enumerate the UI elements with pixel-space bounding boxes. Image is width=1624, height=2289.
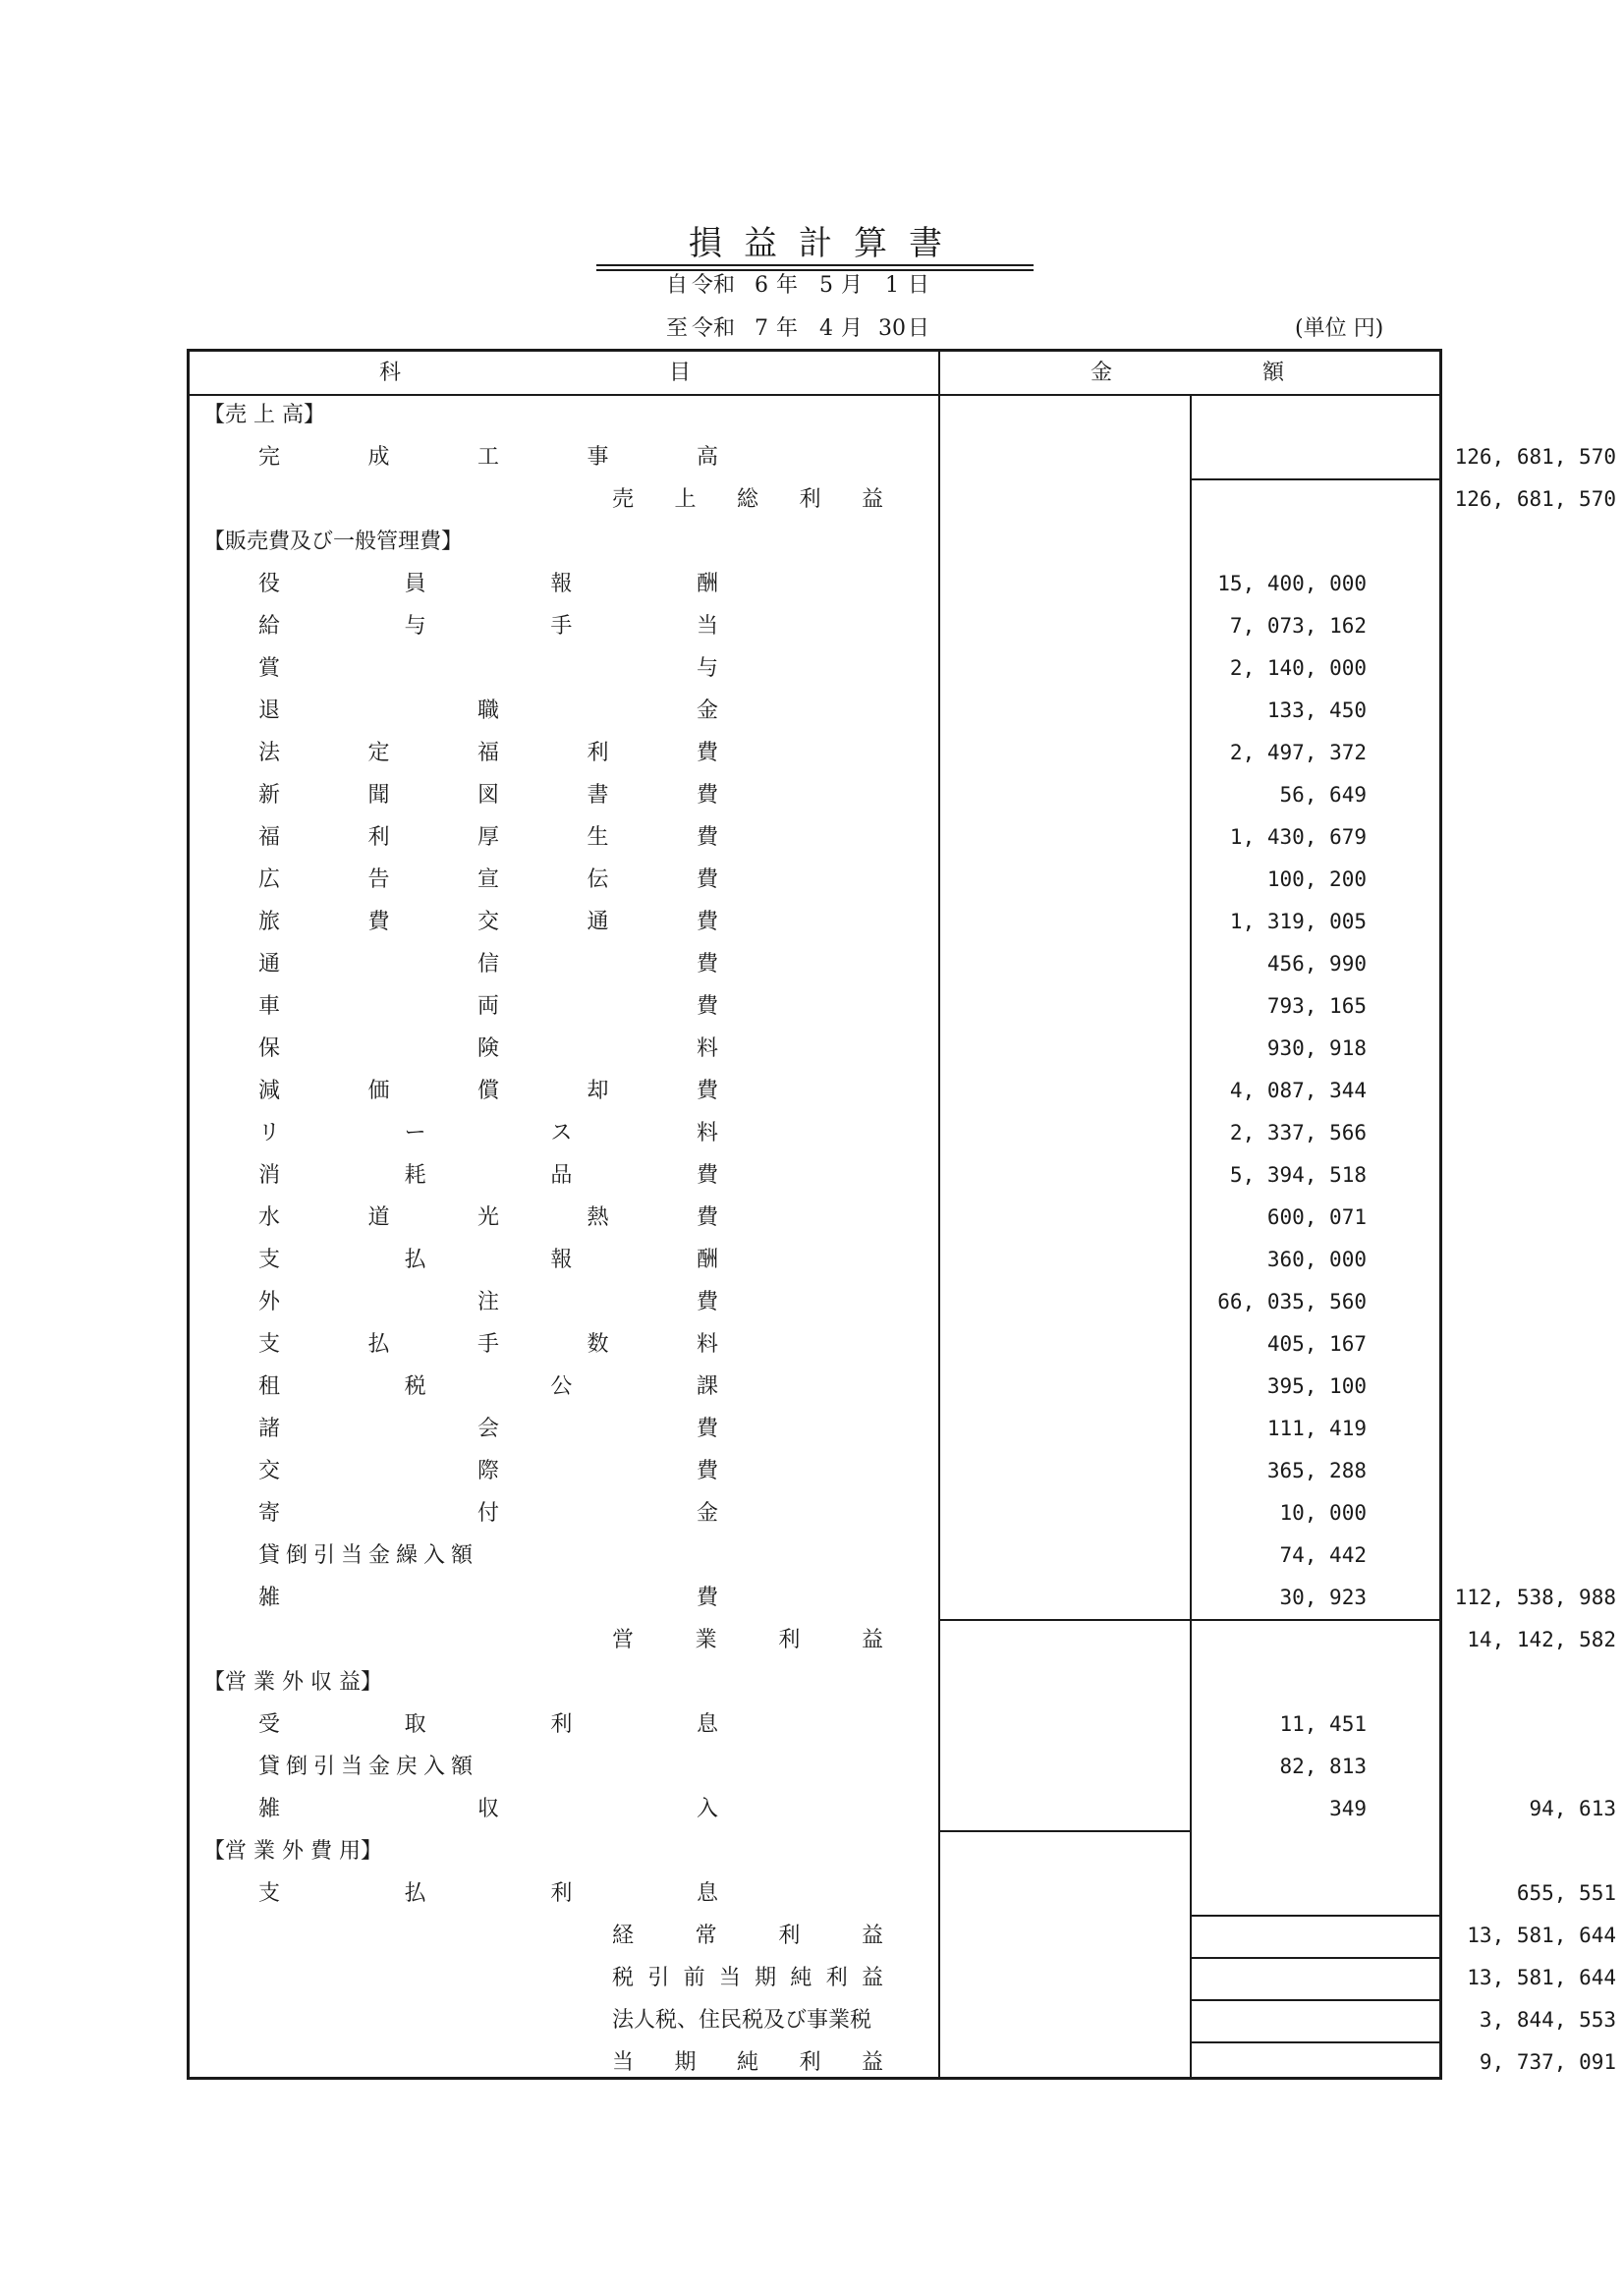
account-name: 退 職 金 (258, 698, 718, 723)
account-name: 租 税 公 課 (258, 1374, 718, 1399)
table-row (190, 563, 1439, 605)
account-name: 受 取 利 息 (258, 1712, 718, 1737)
account-name: 新 聞 図 書 費 (258, 783, 718, 808)
account-name: 福 利 厚 生 費 (258, 825, 718, 850)
detail-amount: 600, 071 (1266, 1205, 1367, 1229)
account-name: 保 険 料 (258, 1036, 718, 1061)
period-from-nen: 年 (776, 273, 799, 298)
table-row (190, 732, 1439, 774)
detail-amount: 5, 394, 518 (1229, 1163, 1367, 1187)
table-row (190, 436, 1616, 478)
document-title: 損益計算書 (689, 224, 964, 263)
detail-amount: 365, 288 (1266, 1459, 1367, 1482)
account-name: 完 成 工 事 高 (258, 445, 718, 470)
detail-amount: 1, 319, 005 (1229, 910, 1367, 933)
detail-amount: 133, 450 (1266, 698, 1367, 722)
period-from-gatsu: 月 (841, 273, 864, 298)
unit-label: (単位 円) (1295, 316, 1384, 341)
section-heading: 【販売費及び一般管理費】 (203, 530, 464, 554)
detail-amount: 456, 990 (1266, 952, 1367, 976)
table-row (190, 901, 1439, 943)
detail-amount: 2, 497, 372 (1229, 741, 1367, 764)
total-amount: 13, 581, 644 (1467, 1966, 1616, 1989)
detail-amount: 1, 430, 679 (1229, 825, 1367, 849)
detail-amount: 4, 087, 344 (1229, 1079, 1367, 1102)
total-amount: 3, 844, 553 (1479, 2008, 1616, 2032)
title-double-underline (596, 264, 1034, 271)
period-from-month: 5 (819, 273, 833, 298)
account-name: リ ー ス 料 (258, 1121, 718, 1145)
table-row (190, 1703, 1439, 1746)
account-name: 賞 与 (258, 656, 718, 681)
table-row (190, 1028, 1439, 1070)
account-name: 貸倒引当金戻入額 (258, 1755, 479, 1779)
period-from (666, 271, 980, 301)
period-to-year: 7 (755, 316, 768, 341)
account-name: 役 員 報 酬 (258, 572, 718, 596)
account-name: 給 与 手 当 (258, 614, 718, 639)
detail-amount: 793, 165 (1266, 994, 1367, 1018)
period-to-nichi: 日 (908, 316, 930, 341)
section-heading: 【営 業 外 収 益】 (203, 1670, 382, 1695)
table-row (190, 1661, 1439, 1703)
period-from-era: 令和 (692, 273, 736, 298)
total-amount: 9, 737, 091 (1479, 2050, 1616, 2074)
detail-amount: 111, 419 (1266, 1417, 1367, 1440)
total-amount: 14, 142, 582 (1467, 1628, 1616, 1651)
total-amount: 13, 581, 644 (1467, 1924, 1616, 1947)
table-row (190, 1239, 1439, 1281)
detail-amount: 10, 000 (1279, 1501, 1367, 1525)
period-from-label: 自 (666, 273, 689, 298)
header-kin: 金 (1091, 361, 1113, 385)
detail-amount: 405, 167 (1266, 1332, 1367, 1356)
total-amount: 655, 551 (1516, 1881, 1616, 1905)
detail-amount: 100, 200 (1266, 867, 1367, 891)
account-name: 水 道 光 熱 費 (258, 1205, 718, 1230)
subtotal-label: 法人税、住民税及び事業税 (612, 2008, 872, 2033)
period-from-year: 6 (755, 273, 768, 298)
period-to-label: 至 (666, 316, 689, 341)
section-heading: 【営 業 外 費 用】 (203, 1839, 382, 1864)
table-row (190, 1915, 1616, 1957)
account-name: 通 信 費 (258, 952, 718, 977)
detail-amount: 11, 451 (1279, 1712, 1367, 1736)
account-name: 支 払 手 数 料 (258, 1332, 718, 1357)
income-statement-table (187, 349, 1616, 2080)
detail-amount: 2, 140, 000 (1229, 656, 1367, 680)
header-moku: 目 (669, 361, 692, 385)
header-gaku: 額 (1262, 361, 1285, 385)
table-row (190, 774, 1439, 816)
total-amount: 126, 681, 570 (1454, 445, 1616, 469)
detail-amount: 30, 923 (1279, 1586, 1367, 1609)
account-name: 減 価 償 却 費 (258, 1079, 718, 1103)
subtotal-label: 税 引 前 当 期 純 利 益 (612, 1966, 883, 1990)
total-amount: 126, 681, 570 (1454, 487, 1616, 511)
account-name: 法 定 福 利 費 (258, 741, 718, 765)
table-row (190, 1957, 1616, 1999)
table-row (190, 1577, 1616, 1619)
table-row (190, 859, 1439, 901)
detail-amount: 82, 813 (1279, 1755, 1367, 1778)
account-name: 寄 付 金 (258, 1501, 718, 1526)
detail-amount: 2, 337, 566 (1229, 1121, 1367, 1144)
subtotal-label: 営 業 利 益 (612, 1628, 883, 1652)
table-row (190, 1281, 1439, 1323)
table-row (190, 605, 1439, 647)
account-name: 諸 会 費 (258, 1417, 718, 1441)
table-row (190, 943, 1439, 985)
table-row (190, 1872, 1616, 1915)
statement-rows (190, 394, 1616, 2084)
table-row (190, 1112, 1439, 1154)
period-to-gatsu: 月 (841, 316, 864, 341)
table-row (190, 690, 1439, 732)
table-row (190, 1999, 1616, 2041)
detail-amount: 15, 400, 000 (1217, 572, 1367, 595)
detail-amount: 349 (1329, 1797, 1367, 1820)
account-name: 交 際 費 (258, 1459, 718, 1483)
account-name: 消 耗 品 費 (258, 1163, 718, 1188)
table-row (190, 816, 1439, 859)
table-row (190, 1788, 1616, 1830)
table-row (190, 1450, 1439, 1492)
period-to-era: 令和 (692, 316, 736, 341)
table-row (190, 1197, 1439, 1239)
period-to-month: 4 (819, 316, 833, 341)
period-from-nichi: 日 (908, 273, 930, 298)
table-row (190, 1408, 1439, 1450)
detail-amount: 395, 100 (1266, 1374, 1367, 1398)
table-row (190, 1070, 1439, 1112)
table-row (190, 985, 1439, 1028)
table-row (190, 1535, 1439, 1577)
table-row (190, 1366, 1439, 1408)
table-row (190, 1323, 1439, 1366)
table-row (190, 1746, 1439, 1788)
period-from-day: 1 (885, 273, 899, 298)
table-row (190, 521, 1439, 563)
detail-amount: 7, 073, 162 (1229, 614, 1367, 638)
period-to-day: 30 (878, 316, 906, 341)
total-amount: 112, 538, 988 (1454, 1586, 1616, 1609)
detail-amount: 66, 035, 560 (1217, 1290, 1367, 1313)
subtotal-label: 当 期 純 利 益 (612, 2050, 883, 2075)
table-row (190, 1154, 1439, 1197)
period-to (666, 314, 980, 344)
account-name: 旅 費 交 通 費 (258, 910, 718, 934)
account-name: 広 告 宣 伝 費 (258, 867, 718, 892)
period-to-nen: 年 (776, 316, 799, 341)
table-row (190, 2041, 1616, 2084)
table-row (190, 1492, 1439, 1535)
detail-amount: 930, 918 (1266, 1036, 1367, 1060)
total-amount: 94, 613 (1529, 1797, 1616, 1820)
detail-amount: 56, 649 (1279, 783, 1367, 807)
subtotal-label: 売 上 総 利 益 (612, 487, 883, 512)
account-name: 外 注 費 (258, 1290, 718, 1314)
header-kamoku: 科 (379, 361, 402, 385)
account-name: 車 両 費 (258, 994, 718, 1019)
account-name: 支 払 報 酬 (258, 1248, 718, 1272)
table-row (190, 478, 1616, 521)
table-row (190, 1830, 1439, 1872)
table-row (190, 647, 1439, 690)
detail-amount: 360, 000 (1266, 1248, 1367, 1271)
account-name: 雑 収 入 (258, 1797, 718, 1821)
account-name: 支 払 利 息 (258, 1881, 718, 1906)
section-heading: 【売 上 高】 (203, 403, 325, 427)
table-row (190, 1619, 1616, 1661)
table-row (190, 394, 1439, 436)
subtotal-label: 経 常 利 益 (612, 1924, 883, 1948)
account-name: 貸倒引当金繰入額 (258, 1543, 479, 1568)
detail-amount: 74, 442 (1279, 1543, 1367, 1567)
account-name: 雑 費 (258, 1586, 718, 1610)
